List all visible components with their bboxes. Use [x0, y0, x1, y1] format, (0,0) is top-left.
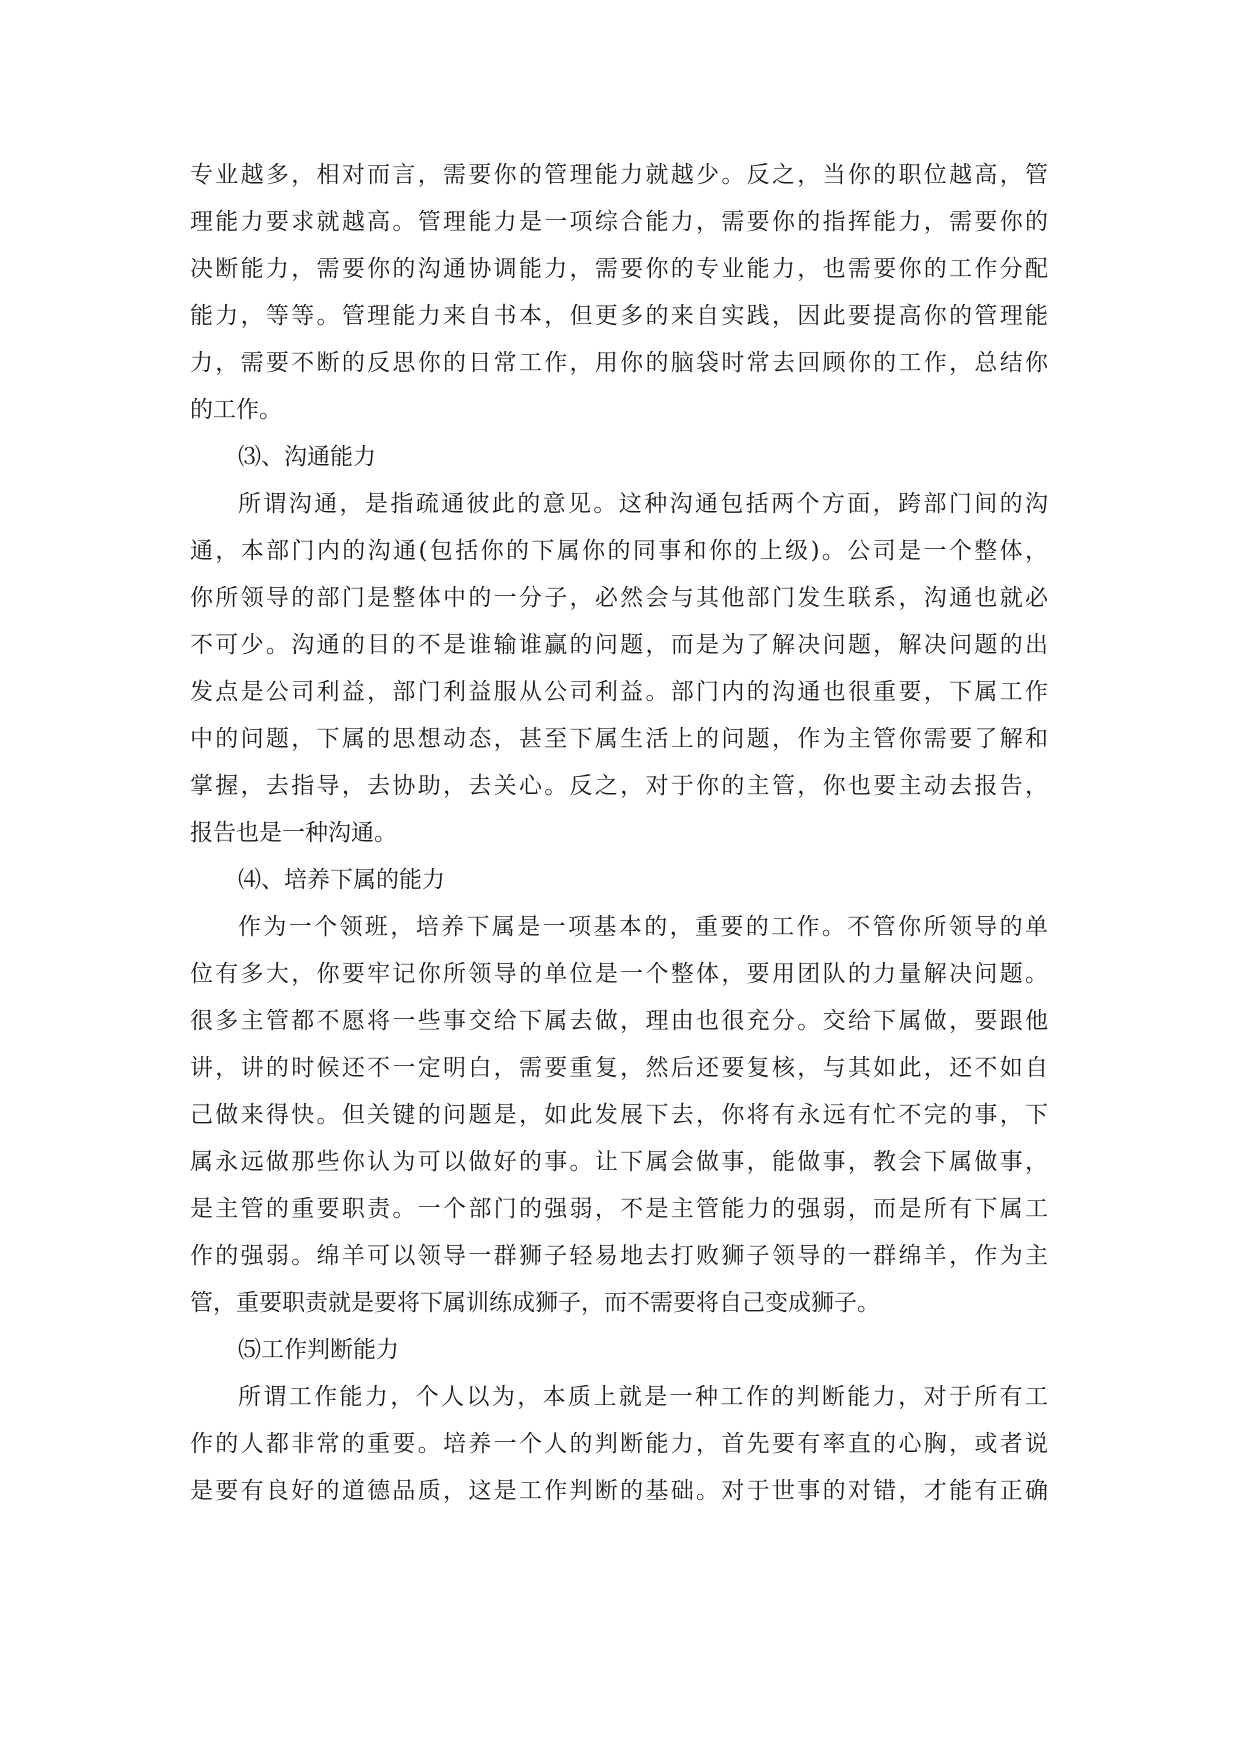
text-line: 不可少。沟通的目的不是谁输谁赢的问题，而是为了解决问题，解决问题的出: [190, 632, 1048, 658]
text-line: 决断能力，需要你的沟通协调能力，需要你的专业能力，也需要你的工作分配: [190, 256, 1048, 282]
section-heading-communication: ⑶、沟通能力: [238, 444, 376, 470]
text-line: 所谓工作能力，个人以为，本质上就是一种工作的判断能力，对于所有工: [238, 1384, 1048, 1410]
text-line: 能力，等等。管理能力来自书本，但更多的来自实践，因此要提高你的管理能: [190, 303, 1048, 329]
text-line: 位有多大，你要牢记你所领导的单位是一个整体，要用团队的力量解决问题。: [190, 961, 1048, 987]
text-line: 作的强弱。绵羊可以领导一群狮子轻易地去打败狮子领导的一群绵羊，作为主: [190, 1243, 1048, 1269]
text-line: 专业越多，相对而言，需要你的管理能力就越少。反之，当你的职位越高，管: [190, 162, 1048, 188]
text-line: 作的人都非常的重要。培养一个人的判断能力，首先要有率直的心胸，或者说: [190, 1431, 1048, 1457]
text-line: 报告也是一种沟通。: [190, 820, 397, 846]
text-line: 通，本部门内的沟通(包括你的下属你的同事和你的上级)。公司是一个整体，: [190, 538, 1048, 564]
text-line: 很多主管都不愿将一些事交给下属去做，理由也很充分。交给下属做，要跟他: [190, 1008, 1048, 1034]
text-line: 掌握，去指导，去协助，去关心。反之，对于你的主管，你也要主动去报告，: [190, 773, 1048, 799]
text-line: 属永远做那些你认为可以做好的事。让下属会做事，能做事，教会下属做事，: [190, 1149, 1048, 1175]
text-line: 你所领导的部门是整体中的一分子，必然会与其他部门发生联系，沟通也就必: [190, 585, 1048, 611]
text-line: 作为一个领班，培养下属是一项基本的，重要的工作。不管你所领导的单: [238, 914, 1048, 940]
text-line: 理能力要求就越高。管理能力是一项综合能力，需要你的指挥能力，需要你的: [190, 209, 1048, 235]
section-heading-training-subordinates: ⑷、培养下属的能力: [238, 867, 445, 893]
text-line: 管，重要职责就是要将下属训练成狮子，而不需要将自己变成狮子。: [190, 1290, 880, 1316]
text-line: 是主管的重要职责。一个部门的强弱，不是主管能力的强弱，而是所有下属工: [190, 1196, 1048, 1222]
text-line: 己做来得快。但关键的问题是，如此发展下去，你将有永远有忙不完的事，下: [190, 1102, 1048, 1128]
text-line: 中的问题，下属的思想动态，甚至下属生活上的问题，作为主管你需要了解和: [190, 726, 1048, 752]
text-line: 的工作。: [190, 397, 282, 423]
text-line: 力，需要不断的反思你的日常工作，用你的脑袋时常去回顾你的工作，总结你: [190, 350, 1048, 376]
text-line: 讲，讲的时候还不一定明白，需要重复，然后还要复核，与其如此，还不如自: [190, 1055, 1048, 1081]
text-line: 是要有良好的道德品质，这是工作判断的基础。对于世事的对错，才能有正确: [190, 1478, 1048, 1504]
text-line: 发点是公司利益，部门利益服从公司利益。部门内的沟通也很重要，下属工作: [190, 679, 1048, 705]
text-line: 所谓沟通，是指疏通彼此的意见。这种沟通包括两个方面，跨部门间的沟: [238, 491, 1048, 517]
section-heading-work-judgment: ⑸工作判断能力: [238, 1337, 399, 1363]
